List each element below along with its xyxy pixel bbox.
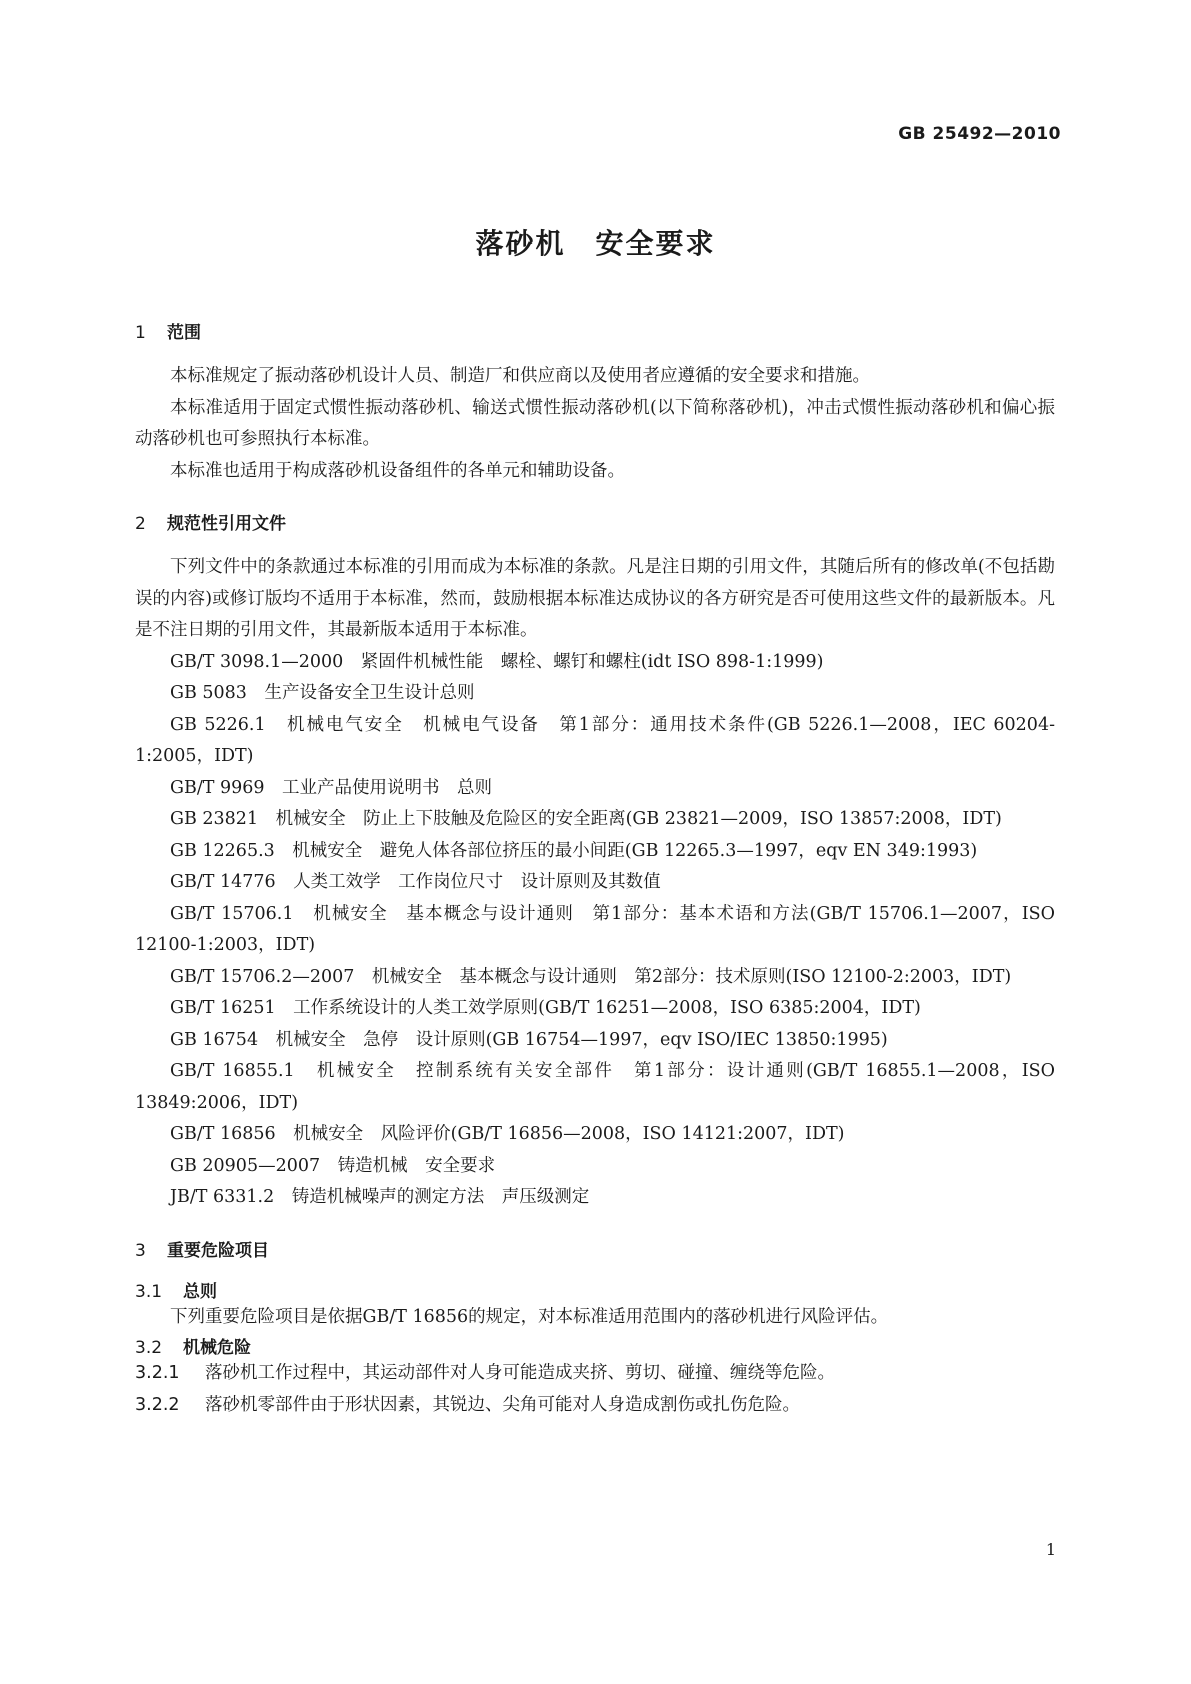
reference-item: GB 16754 机械安全 急停 设计原则(GB 16754—1997，eqv ISO/IEC 13850:1995) [170,1029,888,1050]
reference-item: GB/T 16855.1 机械安全 控制系统有关安全部件 第1部分：设计通则(GB/T 16855.1—2008，ISO 13849:2006，IDT) [135,1061,1055,1113]
reference-item: GB/T 14776 人类工效学 工作岗位尺寸 设计原则及其数值 [170,872,661,892]
section-number: 1 [135,323,146,343]
subsection-title: 机械危险 [183,1338,251,1358]
document-body [135,318,1055,1421]
section-title: 规范性引用文件 [167,514,286,534]
subsection-number: 3.2 [135,1338,163,1358]
subsection-heading [135,1277,1055,1302]
section-heading [135,318,1055,343]
section-title: 范围 [167,323,201,343]
section-significant-hazards [135,1236,1055,1422]
paragraph: 下列重要危险项目是依据GB/T 16856的规定，对本标准适用范围内的落砂机进行风险评估。 [170,1306,889,1327]
paragraph: 本标准也适用于构成落砂机设备组件的各单元和辅助设备。 [170,460,625,481]
paragraph: 本标准规定了振动落砂机设计人员、制造厂和供应商以及使用者应遵循的安全要求和措施。 [170,366,870,386]
clause [135,1358,1055,1390]
clause [135,1390,1055,1422]
reference-item: GB 5226.1 机械电气安全 机械电气设备 第1部分：通用技术条件(GB 5226.1—2008，IEC 60204-1:2005，IDT) [135,714,1055,766]
clause-number: 3.2.2 [135,1394,180,1415]
page-number: 1 [1045,1540,1056,1559]
reference-item: GB 12265.3 机械安全 避免人体各部位挤压的最小间距(GB 12265.3—1997，eqv EN 349:1993) [170,840,978,861]
subsection-title: 总则 [183,1281,217,1302]
clause-text: 落砂机零部件由于形状因素，其锐边、尖角可能对人身造成割伤或扎伤危险。 [205,1394,800,1415]
reference-item: JB/T 6331.2 铸造机械噪声的测定方法 声压级测定 [170,1187,590,1207]
clause-text: 落砂机工作过程中，其运动部件对人身可能造成夹挤、剪切、碰撞、缠绕等危险。 [205,1363,835,1383]
clause-number: 3.2.1 [135,1363,180,1383]
standard-number: GB 25492—2010 [898,124,1061,144]
reference-item: GB/T 15706.1 机械安全 基本概念与设计通则 第1部分：基本术语和方法(GB/T 15706.1—2007，ISO 12100-1:2003，IDT) [135,903,1055,955]
section-normative-references [135,509,1055,1214]
section-scope [135,318,1055,487]
reference-item: GB/T 16251 工作系统设计的人类工效学原则(GB/T 16251—2008，ISO 6385:2004，IDT) [170,998,921,1018]
reference-item: GB/T 16856 机械安全 风险评价(GB/T 16856—2008，ISO 14121:2007，IDT) [170,1124,845,1144]
reference-item: GB 5083 生产设备安全卫生设计总则 [170,683,475,703]
reference-item: GB 20905—2007 铸造机械 安全要求 [170,1155,496,1176]
section-title: 重要危险项目 [167,1240,269,1261]
section-number: 2 [135,514,146,534]
document-title: 落砂机 安全要求 [475,227,716,260]
paragraph: 下列文件中的条款通过本标准的引用而成为本标准的条款。凡是注日期的引用文件，其随后所有的修改单(不包括勘误的内容)或修订版均不适用于本标准，然而，鼓励根据本标准达成协议的各方研究是否可使用这些文件的最新版本。凡是不注日期的引用文件，其最新版本适用于本标准。 [135,557,1055,640]
reference-item: GB/T 15706.2—2007 机械安全 基本概念与设计通则 第2部分：技术原则(ISO 12100-2:2003，IDT) [170,966,1012,987]
section-heading [135,509,1055,534]
reference-item: GB 23821 机械安全 防止上下肢触及危险区的安全距离(GB 23821—2009，ISO 13857:2008，IDT) [170,809,1002,829]
paragraph: 本标准适用于固定式惯性振动落砂机、输送式惯性振动落砂机(以下简称落砂机)，冲击式惯性振动落砂机和偏心振动落砂机也可参照执行本标准。 [135,397,1055,449]
reference-item: GB/T 9969 工业产品使用说明书 总则 [170,777,493,798]
subsection-number: 3.1 [135,1281,163,1302]
section-heading [135,1236,1055,1261]
subsection-heading [135,1333,1055,1358]
section-number: 3 [135,1240,146,1261]
reference-item: GB/T 3098.1—2000 紧固件机械性能 螺栓、螺钉和螺柱(idt ISO 898-1:1999) [170,651,824,672]
